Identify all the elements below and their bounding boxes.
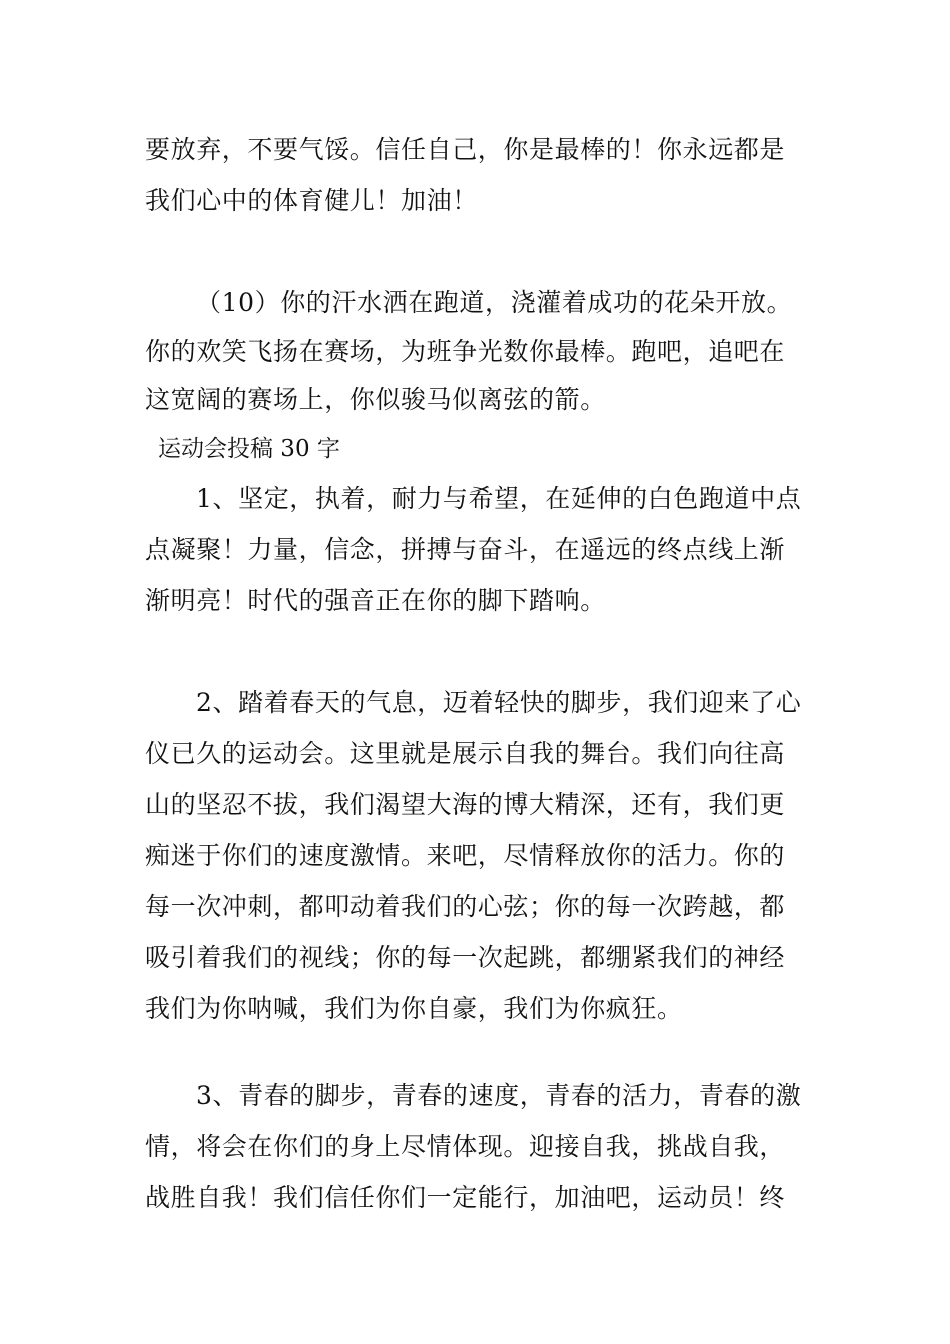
paragraph-line: 2、踏着春天的气息，迈着轻快的脚步，我们迎来了心: [196, 688, 802, 717]
paragraph-line: 1、坚定，执着，耐力与希望，在延伸的白色跑道中点: [196, 484, 802, 513]
paragraph-line: 我们心中的体育健儿！加油！: [145, 186, 478, 215]
section-heading: 运动会投稿 30 字: [158, 436, 340, 462]
paragraph-line: 你的欢笑飞扬在赛场，为班争光数你最棒。跑吧，追吧在: [145, 337, 786, 366]
paragraph-line: 战胜自我！我们信任你们一定能行，加油吧，运动员！终: [145, 1183, 786, 1212]
paragraph-line: 情，将会在你们的身上尽情体现。迎接自我，挑战自我，: [145, 1132, 786, 1161]
paragraph-line: 每一次冲刺，都叩动着我们的心弦；你的每一次跨越，都: [145, 892, 786, 921]
paragraph-line: 痴迷于你们的速度激情。来吧，尽情释放你的活力。你的: [145, 841, 786, 870]
paragraph-line: 这宽阔的赛场上，你似骏马似离弦的箭。: [145, 385, 606, 414]
paragraph-line: 渐明亮！时代的强音正在你的脚下踏响。: [145, 586, 606, 615]
paragraph-line: 点凝聚！力量，信念，拼搏与奋斗，在遥远的终点线上渐: [145, 535, 786, 564]
paragraph-line: 3、青春的脚步，青春的速度，青春的活力，青春的激: [196, 1081, 802, 1110]
paragraph-line: （10）你的汗水洒在跑道，浇灌着成功的花朵开放。: [196, 288, 793, 317]
paragraph-line: 吸引着我们的视线；你的每一次起跳，都绷紧我们的神经: [145, 943, 786, 972]
paragraph-line: 我们为你呐喊，我们为你自豪，我们为你疯狂。: [145, 994, 683, 1023]
paragraph-line: 山的坚忍不拔，我们渴望大海的博大精深，还有，我们更: [145, 790, 786, 819]
paragraph-line: 仪已久的运动会。这里就是展示自我的舞台。我们向往高: [145, 739, 786, 768]
paragraph-line: 要放弃，不要气馁。信任自己，你是最棒的！你永远都是: [145, 135, 786, 164]
